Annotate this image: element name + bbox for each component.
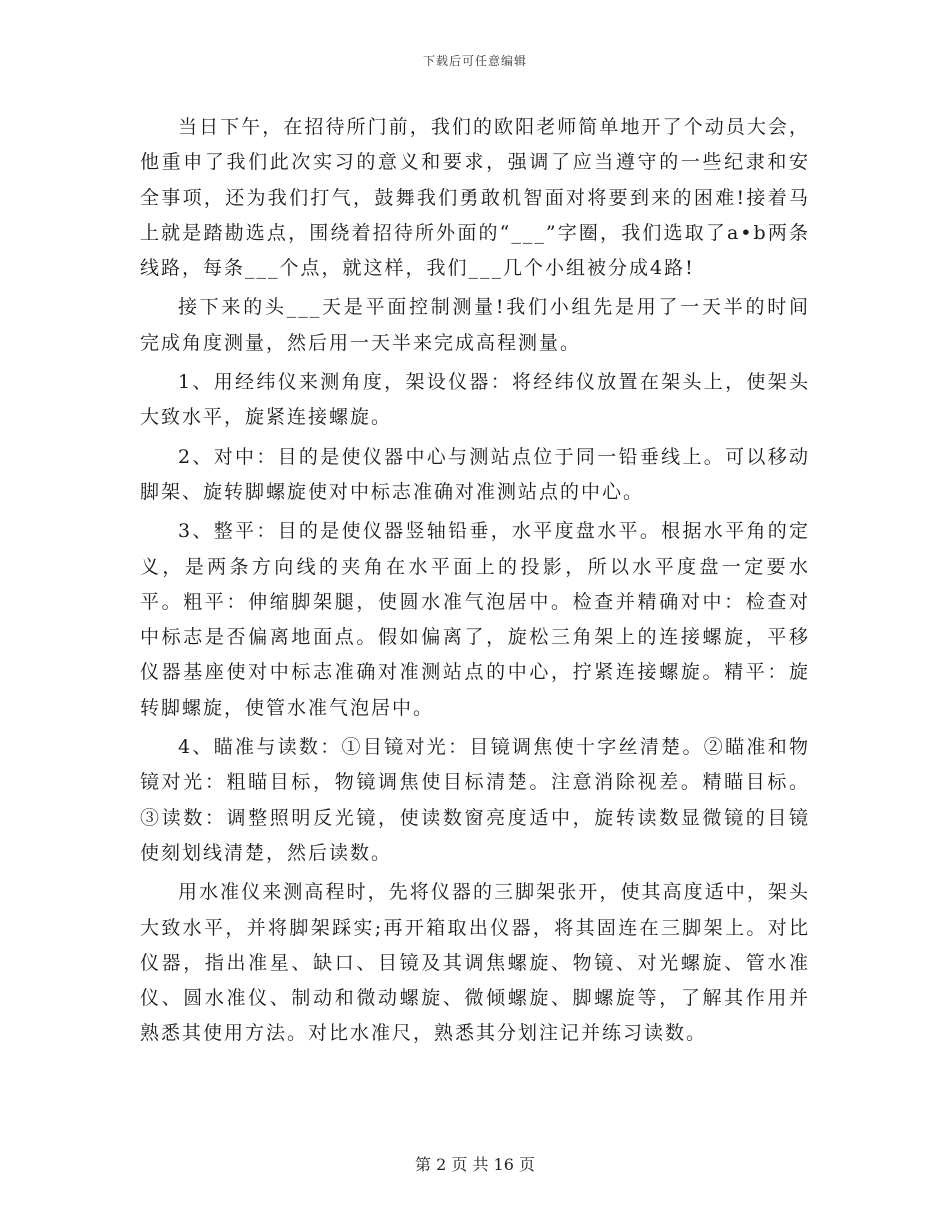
paragraph-mobilization-meeting: 当日下午，在招待所门前，我们的欧阳老师简单地开了个动员大会，他重申了我们此次实习的意义和要求，强调了应当遵守的一些纪隶和安全事项，还为我们打气，鼓舞我们勇敢机智面对将要到来的困难!接着马上就是踏勘选点，围绕着招待所外面的“___”字圈，我们选取了a•b两条线路，每条___个点，就这样，我们___几个小组被分成4路! <box>140 116 810 280</box>
document-body <box>140 110 810 1052</box>
paragraph-step-4-aiming-reading: 4、瞄准与读数：①目镜对光：目镜调焦使十字丝清楚。②瞄准和物镜对光：粗瞄目标，物镜调焦使目标清楚。注意消除视差。精瞄目标。③读数：调整照明反光镜，使读数窗亮度适中，旋转读数显微镜的目镜使刻划线清楚，然后读数。 <box>140 736 810 864</box>
paragraph-step-1-setup: 1、用经纬仪来测角度，架设仪器：将经纬仪放置在架头上，使架头大致水平，旋紧连接螺旋。 <box>140 371 810 429</box>
paragraph-step-2-centering: 2、对中：目的是使仪器中心与测站点位于同一铅垂线上。可以移动脚架、旋转脚螺旋使对中标志准确对准测站点的中心。 <box>140 445 810 503</box>
paragraph-step-3-leveling: 3、整平：目的是使仪器竖轴铅垂，水平度盘水平。根据水平角的定义，是两条方向线的夹角在水平面上的投影，所以水平度盘一定要水平。粗平：伸缩脚架腿，使圆水准气泡居中。检查并精确对中：检查对中标志是否偏离地面点。假如偏离了，旋松三角架上的连接螺旋，平移仪器基座使对中标志准确对准测站点的中心，拧紧连接螺旋。精平：旋转脚螺旋，使管水准气泡居中。 <box>140 520 810 719</box>
page-number: 第 2 页 共 16 页 <box>415 1155 535 1174</box>
paragraph-level-instrument: 用水准仪来测高程时，先将仪器的三脚架张开，使其高度适中，架头大致水平，并将脚架踩实;再开箱取出仪器，将其固连在三脚架上。对比仪器，指出准星、缺口、目镜及其调焦螺旋、物镜、对光螺旋、管水准仪、圆水准仪、制动和微动螺旋、微倾螺旋、脚螺旋等，了解其作用并熟悉其使用方法。对比水准尺，熟悉其分划注记并练习读数。 <box>140 881 810 1045</box>
paragraph-plane-control-survey: 接下来的头___天是平面控制测量!我们小组先是用了一天半的时间完成角度测量，然后用一天半来完成高程测量。 <box>140 296 810 354</box>
page-header-note: 下载后可任意编辑 <box>422 54 527 68</box>
